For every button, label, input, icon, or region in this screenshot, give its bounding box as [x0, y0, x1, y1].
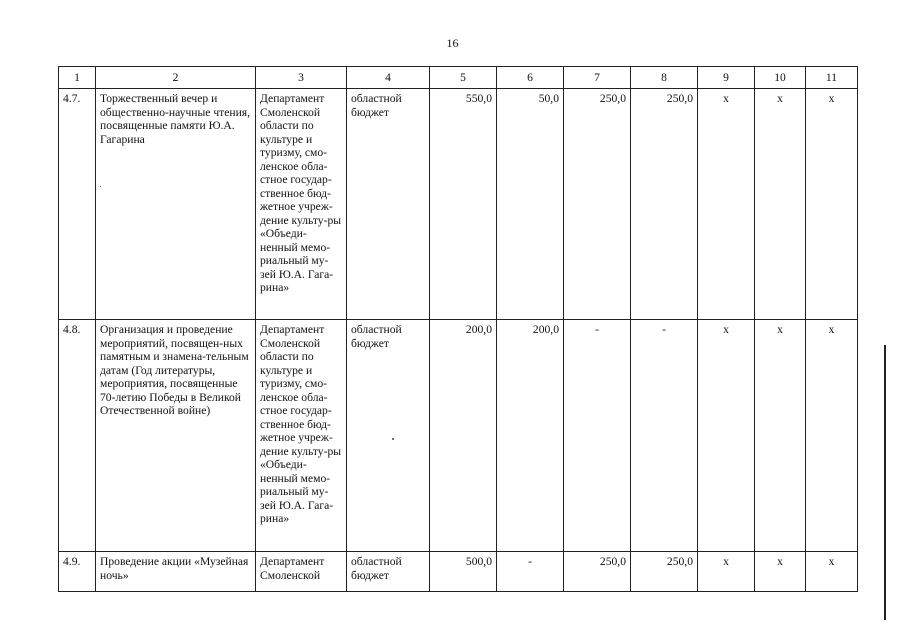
executor: Департамент Смоленской	[256, 552, 347, 592]
table-row	[59, 89, 858, 320]
column-header: 9	[698, 67, 755, 89]
row-number: 4.7.	[59, 89, 96, 320]
amount-year-1: -	[497, 552, 564, 592]
amount-year-1: 50,0	[497, 89, 564, 320]
event-name: Организация и проведение мероприятий, посвящен-ных памятным и знамена-тельным датам (Год литературы, мероприятия, посвященные 70-летию Победы в Великой Отечественной войне)	[96, 320, 256, 552]
col10-value: x	[755, 552, 806, 592]
funding-source: областной бюджет	[347, 552, 430, 592]
column-header: 7	[564, 67, 631, 89]
scan-edge-line	[884, 345, 886, 620]
funding-source: областной бюджет	[347, 89, 430, 320]
column-header: 6	[497, 67, 564, 89]
table-header-row	[59, 67, 858, 89]
row-number: 4.9.	[59, 552, 96, 592]
amount-total: 500,0	[430, 552, 497, 592]
column-header: 3	[256, 67, 347, 89]
column-header: 2	[96, 67, 256, 89]
col11-value: x	[806, 552, 858, 592]
executor: Департамент Смоленской области по культуре и туризму, смо-ленское обла-стное государ-ственное бюд-жетное учреж-дение культу-ры «Объеди-ненный мемо-риальный му-зей Ю.А. Гага-рина»	[256, 320, 347, 552]
amount-year-2: 250,0	[564, 552, 631, 592]
column-header: 10	[755, 67, 806, 89]
scan-speck	[100, 186, 101, 187]
executor: Департамент Смоленской области по культуре и туризму, смо-ленское обла-стное государ-ственное бюд-жетное учреж-дение культу-ры «Объеди-ненный мемо-риальный му-зей Ю.А. Гага-рина»	[256, 89, 347, 320]
table-row	[59, 320, 858, 552]
amount-total: 550,0	[430, 89, 497, 320]
amount-year-2: -	[564, 320, 631, 552]
column-header: 8	[631, 67, 698, 89]
funding-source: областной бюджет	[347, 320, 430, 552]
row-number: 4.8.	[59, 320, 96, 552]
amount-year-3: 250,0	[631, 552, 698, 592]
column-header: 11	[806, 67, 858, 89]
amount-total: 200,0	[430, 320, 497, 552]
column-header: 1	[59, 67, 96, 89]
col10-value: x	[755, 320, 806, 552]
budget-table	[58, 66, 858, 592]
column-header: 5	[430, 67, 497, 89]
event-name: Торжественный вечер и общественно-научные чтения, посвященные памяти Ю.А. Гагарина	[96, 89, 256, 320]
col9-value: x	[698, 89, 755, 320]
col9-value: x	[698, 552, 755, 592]
col11-value: x	[806, 320, 858, 552]
column-header: 4	[347, 67, 430, 89]
amount-year-2: 250,0	[564, 89, 631, 320]
event-name: Проведение акции «Музейная ночь»	[96, 552, 256, 592]
scan-speck	[392, 438, 394, 440]
page-number: 16	[446, 36, 459, 50]
amount-year-1: 200,0	[497, 320, 564, 552]
col9-value: x	[698, 320, 755, 552]
col10-value: x	[755, 89, 806, 320]
table-row	[59, 552, 858, 592]
amount-year-3: 250,0	[631, 89, 698, 320]
col11-value: x	[806, 89, 858, 320]
amount-year-3: -	[631, 320, 698, 552]
